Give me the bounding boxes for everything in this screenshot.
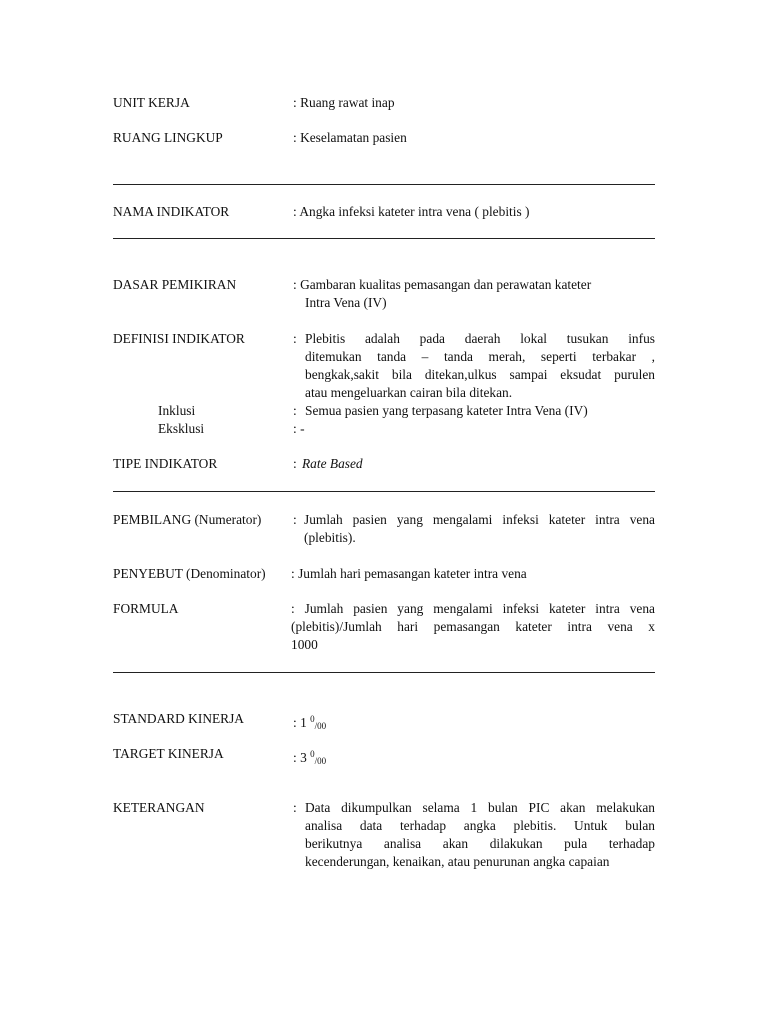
- keterangan-line: berikutnya analisa akan dilakukan pula terhadap: [305, 836, 655, 851]
- penyebut-label: PENYEBUT (Denominator): [113, 566, 266, 581]
- tipe-indikator-colon: :: [293, 456, 297, 471]
- divider: [113, 491, 655, 492]
- keterangan-line: kecenderungan, kenaikan, atau penurunan angka capaian: [305, 854, 610, 869]
- tipe-indikator-label: TIPE INDIKATOR: [113, 456, 218, 471]
- eksklusi-label: Eksklusi: [158, 421, 205, 436]
- eksklusi-value: : -: [293, 421, 305, 436]
- keterangan-line: Data dikumpulkan selama 1 bulan PIC akan melakukan: [305, 800, 655, 815]
- pembilang-line: Jumlah pasien yang mengalami infeksi kateter intra vena: [304, 512, 655, 527]
- inklusi-label: Inklusi: [158, 403, 196, 418]
- formula-line: (plebitis)/Jumlah hari pemasangan kateter intra vena x: [291, 619, 655, 634]
- definisi-indikator-label: DEFINISI INDIKATOR: [113, 331, 245, 346]
- definisi-indikator-text: [305, 330, 655, 402]
- inklusi-colon: :: [293, 403, 297, 418]
- divider: [113, 238, 655, 239]
- standard-kinerja-value: : 1 $^0_{/00}$: [293, 714, 327, 731]
- nama-indikator-value: : Angka infeksi kateter intra vena ( plebitis ): [293, 204, 530, 219]
- unit-kerja-label: UNIT KERJA: [113, 95, 190, 110]
- formula-text: [291, 600, 655, 654]
- target-kinerja-value: : 3 $^0_{/00}$: [293, 749, 327, 766]
- target-kinerja-label: TARGET KINERJA: [113, 746, 224, 761]
- dasar-pemikiran-line-2: Intra Vena (IV): [305, 295, 387, 310]
- formula-line: : Jumlah pasien yang mengalami infeksi kateter intra vena: [291, 601, 655, 616]
- pembilang-label: PEMBILANG (Numerator): [113, 512, 262, 527]
- penyebut-value: : Jumlah hari pemasangan kateter intra vena: [291, 566, 527, 581]
- definisi-line: atau mengeluarkan cairan bila ditekan.: [305, 385, 513, 400]
- definisi-indikator-colon: :: [293, 331, 297, 346]
- divider: [113, 184, 655, 185]
- nama-indikator-label: NAMA INDIKATOR: [113, 204, 230, 219]
- keterangan-text: [305, 799, 655, 871]
- divider: [113, 672, 655, 673]
- pembilang-text: [304, 511, 655, 547]
- definisi-line: ditemukan tanda – tanda merah, seperti terbakar ,: [305, 349, 655, 364]
- pembilang-colon: :: [293, 512, 297, 527]
- pembilang-line: (plebitis).: [304, 530, 356, 545]
- inklusi-value: Semua pasien yang terpasang kateter Intra Vena (IV): [305, 403, 588, 418]
- formula-label: FORMULA: [113, 601, 179, 616]
- dasar-pemikiran-line-1: : Gambaran kualitas pemasangan dan perawatan kateter: [293, 277, 592, 292]
- keterangan-label: KETERANGAN: [113, 800, 205, 815]
- keterangan-colon: :: [293, 800, 297, 815]
- ruang-lingkup-label: RUANG LINGKUP: [113, 130, 223, 145]
- standard-kinerja-label: STANDARD KINERJA: [113, 711, 244, 726]
- dasar-pemikiran-label: DASAR PEMIKIRAN: [113, 277, 237, 292]
- definisi-line: bengkak,sakit bila ditekan,ulkus sampai eksudat purulen: [305, 367, 655, 382]
- definisi-line: Plebitis adalah pada daerah lokal tusukan infus: [305, 331, 655, 346]
- unit-kerja-value: : Ruang rawat inap: [293, 95, 395, 110]
- formula-line: 1000: [291, 637, 318, 652]
- ruang-lingkup-value: : Keselamatan pasien: [293, 130, 407, 145]
- keterangan-line: analisa data terhadap angka plebitis. Untuk bulan: [305, 818, 655, 833]
- tipe-indikator-value: Rate Based: [302, 456, 363, 471]
